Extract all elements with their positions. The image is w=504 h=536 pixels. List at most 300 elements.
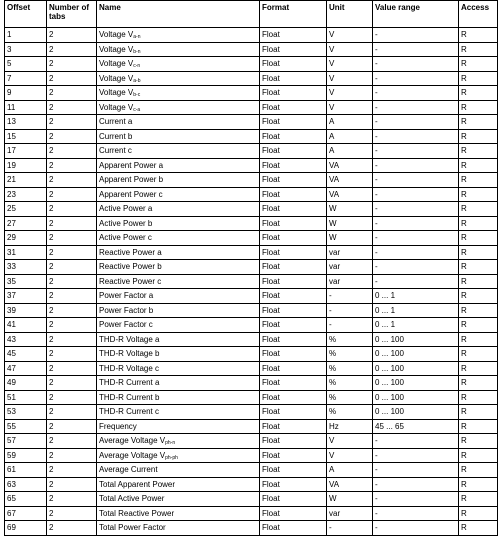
cell-offset: 31 [5, 245, 47, 260]
cell-unit: V [327, 71, 373, 86]
cell-number-of-tabs: 2 [47, 42, 97, 57]
cell-value-range: - [373, 129, 459, 144]
cell-name-text: Current a [99, 117, 133, 127]
cell-value-range: 0 ... 100 [373, 390, 459, 405]
cell-name-subscript: a-n [133, 34, 141, 41]
table-row [5, 419, 498, 434]
cell-name-text: THD-R Voltage b [99, 349, 160, 359]
cell-unit: A [327, 144, 373, 159]
cell-name-text: Total Apparent Power [99, 479, 176, 489]
cell-name [97, 506, 260, 521]
cell-format: Float [260, 405, 327, 420]
cell-format: Float [260, 71, 327, 86]
cell-name [97, 260, 260, 275]
cell-format: Float [260, 144, 327, 159]
cell-value-range: - [373, 231, 459, 246]
cell-name [97, 144, 260, 159]
cell-name [97, 231, 260, 246]
table-row [5, 231, 498, 246]
cell-access: R [459, 260, 498, 275]
cell-value-range: - [373, 173, 459, 188]
cell-offset: 61 [5, 463, 47, 478]
cell-name-text: Average Current [99, 465, 158, 475]
cell-number-of-tabs: 2 [47, 376, 97, 391]
column-header-value-range: Value range [373, 1, 459, 28]
cell-name [97, 173, 260, 188]
cell-value-range: - [373, 274, 459, 289]
cell-value-range: - [373, 158, 459, 173]
table-row [5, 173, 498, 188]
cell-access: R [459, 245, 498, 260]
cell-number-of-tabs: 2 [47, 231, 97, 246]
cell-number-of-tabs: 2 [47, 361, 97, 376]
cell-value-range: - [373, 28, 459, 43]
cell-unit: - [327, 521, 373, 536]
table-row [5, 115, 498, 130]
table-row [5, 187, 498, 202]
cell-offset: 57 [5, 434, 47, 449]
cell-value-range: - [373, 57, 459, 72]
cell-name-text: Current b [99, 131, 133, 141]
table-row [5, 390, 498, 405]
table-row [5, 477, 498, 492]
cell-value-range: - [373, 463, 459, 478]
header-row [5, 1, 498, 28]
cell-format: Float [260, 361, 327, 376]
cell-name-text: Frequency [99, 421, 137, 431]
cell-value-range: 0 ... 100 [373, 405, 459, 420]
cell-access: R [459, 187, 498, 202]
cell-value-range: - [373, 71, 459, 86]
cell-format: Float [260, 86, 327, 101]
cell-name-text: Power Factor a [99, 291, 154, 301]
cell-format: Float [260, 100, 327, 115]
cell-name-subscript: b-c [133, 92, 141, 99]
column-header-unit: Unit [327, 1, 373, 28]
cell-unit: V [327, 86, 373, 101]
cell-name [97, 376, 260, 391]
cell-name [97, 361, 260, 376]
cell-value-range: - [373, 492, 459, 507]
cell-unit: VA [327, 158, 373, 173]
cell-number-of-tabs: 2 [47, 318, 97, 333]
cell-access: R [459, 303, 498, 318]
cell-number-of-tabs: 2 [47, 289, 97, 304]
cell-number-of-tabs: 2 [47, 260, 97, 275]
cell-access: R [459, 115, 498, 130]
cell-offset: 49 [5, 376, 47, 391]
cell-unit: V [327, 434, 373, 449]
cell-unit: var [327, 506, 373, 521]
table-row [5, 202, 498, 217]
table-row [5, 144, 498, 159]
cell-offset: 21 [5, 173, 47, 188]
cell-access: R [459, 71, 498, 86]
cell-format: Float [260, 347, 327, 362]
cell-access: R [459, 332, 498, 347]
cell-name-subscript: ph-n [165, 440, 176, 447]
table-row [5, 434, 498, 449]
cell-offset: 55 [5, 419, 47, 434]
cell-name-text: Voltage V [99, 102, 134, 112]
cell-name [97, 274, 260, 289]
cell-access: R [459, 28, 498, 43]
cell-offset: 9 [5, 86, 47, 101]
cell-name [97, 245, 260, 260]
cell-offset: 23 [5, 187, 47, 202]
cell-access: R [459, 405, 498, 420]
cell-unit: V [327, 57, 373, 72]
cell-unit: W [327, 492, 373, 507]
cell-value-range: - [373, 115, 459, 130]
cell-format: Float [260, 28, 327, 43]
cell-unit: % [327, 332, 373, 347]
cell-name-subscript: b-n [133, 48, 141, 55]
cell-unit: % [327, 390, 373, 405]
cell-format: Float [260, 115, 327, 130]
cell-format: Float [260, 57, 327, 72]
cell-name-text: Total Reactive Power [99, 508, 175, 518]
cell-unit: V [327, 42, 373, 57]
cell-name [97, 28, 260, 43]
cell-number-of-tabs: 2 [47, 245, 97, 260]
cell-value-range: - [373, 202, 459, 217]
cell-name [97, 492, 260, 507]
cell-value-range: - [373, 506, 459, 521]
cell-number-of-tabs: 2 [47, 115, 97, 130]
cell-value-range: 0 ... 1 [373, 303, 459, 318]
cell-offset: 51 [5, 390, 47, 405]
cell-name [97, 57, 260, 72]
cell-number-of-tabs: 2 [47, 129, 97, 144]
table-body [5, 28, 498, 536]
cell-number-of-tabs: 2 [47, 173, 97, 188]
cell-value-range: - [373, 187, 459, 202]
cell-number-of-tabs: 2 [47, 71, 97, 86]
cell-name [97, 303, 260, 318]
cell-offset: 65 [5, 492, 47, 507]
cell-number-of-tabs: 2 [47, 202, 97, 217]
cell-name-text: Voltage V [99, 73, 134, 83]
table-row [5, 28, 498, 43]
cell-value-range: - [373, 477, 459, 492]
cell-offset: 33 [5, 260, 47, 275]
cell-offset: 45 [5, 347, 47, 362]
cell-offset: 11 [5, 100, 47, 115]
cell-name-text: Average Voltage V [99, 436, 166, 446]
cell-number-of-tabs: 2 [47, 434, 97, 449]
table-row [5, 448, 498, 463]
cell-value-range: 0 ... 100 [373, 376, 459, 391]
cell-number-of-tabs: 2 [47, 100, 97, 115]
table-row [5, 42, 498, 57]
cell-number-of-tabs: 2 [47, 144, 97, 159]
cell-name [97, 448, 260, 463]
table-row [5, 521, 498, 536]
column-header-access: Access [459, 1, 498, 28]
cell-format: Float [260, 187, 327, 202]
cell-access: R [459, 434, 498, 449]
cell-name-text: Apparent Power c [99, 189, 163, 199]
cell-name-text: Total Power Factor [99, 523, 166, 533]
column-header-name: Name [97, 1, 260, 28]
cell-value-range: 0 ... 1 [373, 289, 459, 304]
cell-unit: var [327, 260, 373, 275]
cell-name [97, 129, 260, 144]
cell-name [97, 158, 260, 173]
cell-name-text: Reactive Power b [99, 262, 162, 272]
cell-number-of-tabs: 2 [47, 492, 97, 507]
cell-format: Float [260, 158, 327, 173]
cell-value-range: 0 ... 100 [373, 332, 459, 347]
table-row [5, 274, 498, 289]
cell-number-of-tabs: 2 [47, 28, 97, 43]
cell-unit: V [327, 100, 373, 115]
cell-format: Float [260, 332, 327, 347]
cell-offset: 41 [5, 318, 47, 333]
cell-access: R [459, 419, 498, 434]
cell-format: Float [260, 173, 327, 188]
cell-unit: VA [327, 187, 373, 202]
cell-name [97, 318, 260, 333]
cell-number-of-tabs: 2 [47, 57, 97, 72]
cell-offset: 3 [5, 42, 47, 57]
cell-name-text: Voltage V [99, 44, 134, 54]
cell-number-of-tabs: 2 [47, 158, 97, 173]
cell-format: Float [260, 506, 327, 521]
cell-number-of-tabs: 2 [47, 405, 97, 420]
cell-access: R [459, 57, 498, 72]
cell-name [97, 419, 260, 434]
cell-format: Float [260, 492, 327, 507]
cell-access: R [459, 448, 498, 463]
table-row [5, 506, 498, 521]
cell-unit: % [327, 376, 373, 391]
column-header-number-of-tabs: Number of tabs [47, 1, 97, 28]
cell-number-of-tabs: 2 [47, 332, 97, 347]
cell-name [97, 115, 260, 130]
cell-value-range: 0 ... 100 [373, 361, 459, 376]
cell-access: R [459, 376, 498, 391]
cell-value-range: - [373, 100, 459, 115]
cell-access: R [459, 144, 498, 159]
table-row [5, 245, 498, 260]
cell-format: Float [260, 202, 327, 217]
cell-number-of-tabs: 2 [47, 86, 97, 101]
cell-name [97, 390, 260, 405]
cell-unit: % [327, 405, 373, 420]
cell-value-range: - [373, 521, 459, 536]
table-row [5, 57, 498, 72]
table-row [5, 492, 498, 507]
cell-access: R [459, 42, 498, 57]
cell-name [97, 289, 260, 304]
cell-name [97, 347, 260, 362]
cell-number-of-tabs: 2 [47, 521, 97, 536]
cell-number-of-tabs: 2 [47, 274, 97, 289]
cell-offset: 13 [5, 115, 47, 130]
cell-value-range: - [373, 144, 459, 159]
cell-offset: 15 [5, 129, 47, 144]
cell-name [97, 434, 260, 449]
cell-access: R [459, 158, 498, 173]
cell-access: R [459, 361, 498, 376]
cell-name [97, 463, 260, 478]
cell-format: Float [260, 274, 327, 289]
table-row [5, 158, 498, 173]
table-row [5, 376, 498, 391]
cell-unit: V [327, 448, 373, 463]
cell-number-of-tabs: 2 [47, 390, 97, 405]
cell-name-text: Apparent Power b [99, 175, 164, 185]
cell-format: Float [260, 260, 327, 275]
cell-name-text: Reactive Power c [99, 276, 162, 286]
table-row [5, 260, 498, 275]
cell-offset: 1 [5, 28, 47, 43]
cell-offset: 19 [5, 158, 47, 173]
cell-name-text: Current c [99, 146, 132, 156]
cell-access: R [459, 347, 498, 362]
table-row [5, 303, 498, 318]
cell-offset: 63 [5, 477, 47, 492]
cell-offset: 25 [5, 202, 47, 217]
cell-name [97, 100, 260, 115]
cell-offset: 43 [5, 332, 47, 347]
cell-unit: - [327, 289, 373, 304]
cell-name [97, 477, 260, 492]
cell-access: R [459, 390, 498, 405]
cell-number-of-tabs: 2 [47, 216, 97, 231]
cell-unit: A [327, 115, 373, 130]
cell-offset: 5 [5, 57, 47, 72]
cell-access: R [459, 86, 498, 101]
cell-unit: % [327, 361, 373, 376]
cell-name-text: THD-R Current a [99, 378, 160, 388]
register-table-container [4, 0, 498, 536]
cell-name-subscript: ph-ph [165, 454, 178, 461]
cell-value-range: 0 ... 100 [373, 347, 459, 362]
cell-access: R [459, 289, 498, 304]
cell-name [97, 405, 260, 420]
cell-name-text: Active Power a [99, 204, 153, 214]
cell-unit: var [327, 245, 373, 260]
cell-access: R [459, 202, 498, 217]
cell-name-text: Active Power b [99, 218, 153, 228]
cell-unit: W [327, 202, 373, 217]
cell-format: Float [260, 42, 327, 57]
cell-name-text: Apparent Power a [99, 160, 164, 170]
cell-access: R [459, 521, 498, 536]
cell-access: R [459, 274, 498, 289]
cell-number-of-tabs: 2 [47, 477, 97, 492]
cell-value-range: - [373, 216, 459, 231]
cell-name [97, 332, 260, 347]
cell-name-text: Total Active Power [99, 494, 165, 504]
cell-name-text: Reactive Power a [99, 247, 162, 257]
cell-unit: A [327, 129, 373, 144]
cell-name-text: THD-R Voltage a [99, 334, 160, 344]
table-row [5, 289, 498, 304]
cell-format: Float [260, 245, 327, 260]
register-table [4, 0, 498, 536]
cell-unit: - [327, 303, 373, 318]
table-row [5, 86, 498, 101]
cell-name [97, 42, 260, 57]
cell-offset: 39 [5, 303, 47, 318]
cell-name [97, 216, 260, 231]
cell-offset: 27 [5, 216, 47, 231]
cell-format: Float [260, 216, 327, 231]
cell-unit: % [327, 347, 373, 362]
cell-format: Float [260, 477, 327, 492]
cell-access: R [459, 477, 498, 492]
cell-number-of-tabs: 2 [47, 506, 97, 521]
cell-offset: 29 [5, 231, 47, 246]
cell-name-text: Average Voltage V [99, 450, 166, 460]
cell-format: Float [260, 318, 327, 333]
cell-access: R [459, 506, 498, 521]
cell-format: Float [260, 448, 327, 463]
cell-number-of-tabs: 2 [47, 448, 97, 463]
cell-format: Float [260, 129, 327, 144]
cell-unit: A [327, 463, 373, 478]
cell-name-text: Power Factor c [99, 320, 153, 330]
column-header-format: Format [260, 1, 327, 28]
cell-number-of-tabs: 2 [47, 347, 97, 362]
cell-value-range: - [373, 245, 459, 260]
cell-offset: 69 [5, 521, 47, 536]
cell-offset: 59 [5, 448, 47, 463]
cell-format: Float [260, 231, 327, 246]
cell-offset: 35 [5, 274, 47, 289]
table-row [5, 347, 498, 362]
table-row [5, 216, 498, 231]
cell-number-of-tabs: 2 [47, 419, 97, 434]
cell-value-range: 45 ... 65 [373, 419, 459, 434]
cell-name-subscript: c-n [133, 63, 141, 70]
table-row [5, 332, 498, 347]
cell-number-of-tabs: 2 [47, 303, 97, 318]
cell-value-range: - [373, 86, 459, 101]
cell-format: Float [260, 463, 327, 478]
cell-offset: 47 [5, 361, 47, 376]
cell-access: R [459, 173, 498, 188]
cell-access: R [459, 463, 498, 478]
cell-offset: 67 [5, 506, 47, 521]
cell-offset: 37 [5, 289, 47, 304]
cell-name-text: Active Power c [99, 233, 152, 243]
column-header-offset: Offset [5, 1, 47, 28]
cell-access: R [459, 100, 498, 115]
cell-access: R [459, 231, 498, 246]
cell-name [97, 187, 260, 202]
cell-format: Float [260, 390, 327, 405]
cell-unit: VA [327, 477, 373, 492]
cell-format: Float [260, 303, 327, 318]
cell-number-of-tabs: 2 [47, 187, 97, 202]
table-row [5, 361, 498, 376]
cell-value-range: - [373, 448, 459, 463]
cell-name-subscript: a-b [133, 77, 141, 84]
cell-offset: 7 [5, 71, 47, 86]
cell-format: Float [260, 289, 327, 304]
cell-access: R [459, 318, 498, 333]
cell-name-text: Power Factor b [99, 305, 154, 315]
cell-format: Float [260, 521, 327, 536]
cell-offset: 17 [5, 144, 47, 159]
cell-name-text: THD-R Voltage c [99, 363, 160, 373]
cell-offset: 53 [5, 405, 47, 420]
